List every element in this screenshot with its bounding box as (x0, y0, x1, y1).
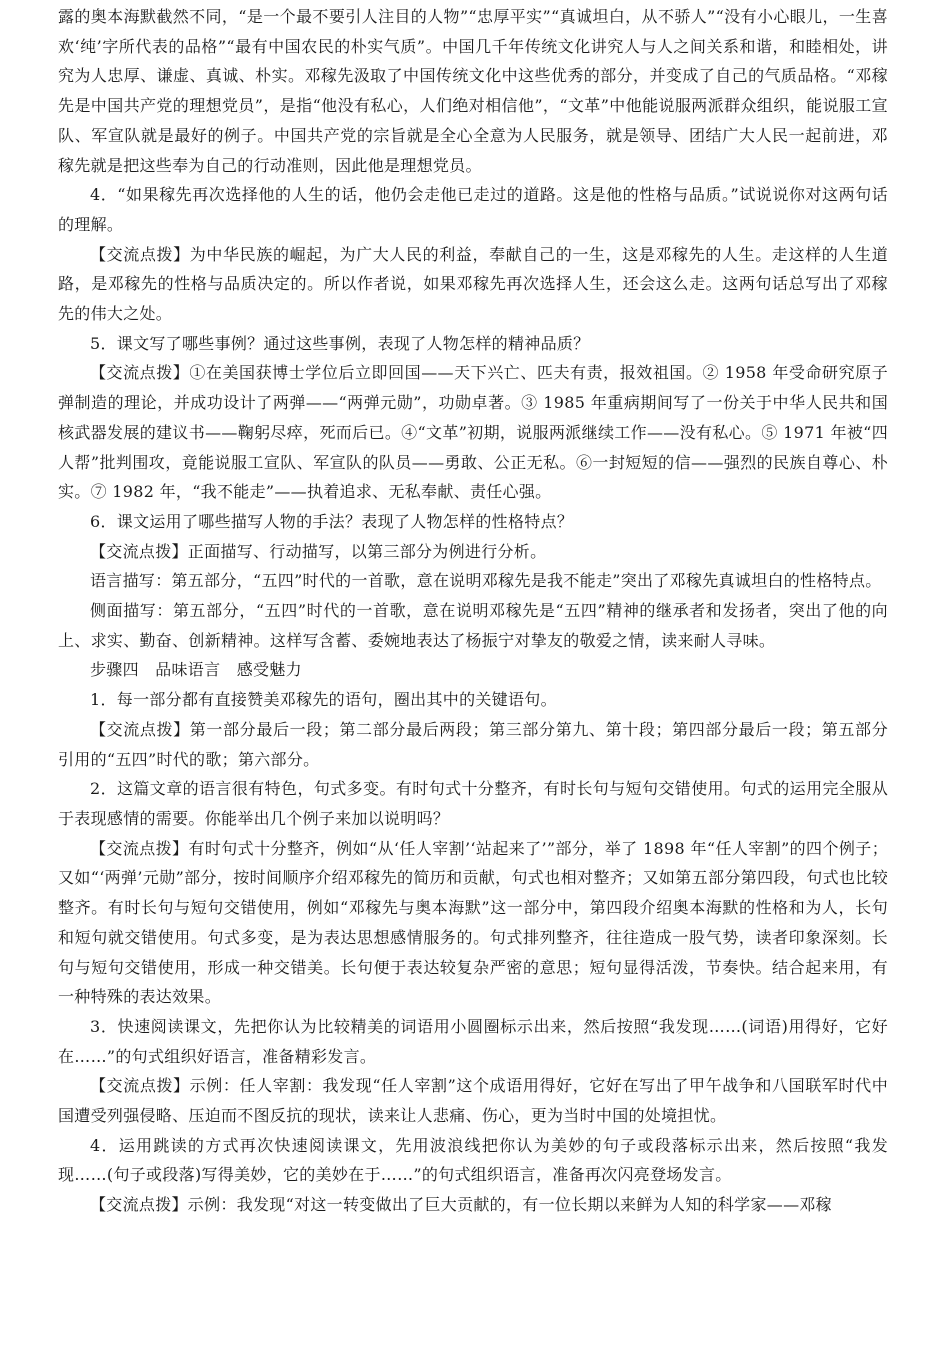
step4-answer-1: 【交流点拨】第一部分最后一段；第二部分最后两段；第三部分第九、第十段；第四部分最后一段；第五部分引用的“五四”时代的歌；第六部分。 (58, 719, 888, 769)
step4-answer-4: 【交流点拨】示例：我发现“对这一转变做出了巨大贡献的，有一位长期以来鲜为人知的科学家——邓稼 (90, 1195, 832, 1215)
answer-5: 【交流点拨】①在美国获博士学位后立即回国——天下兴亡、匹夫有责，报效祖国。② 1958 年受命研究原子弹制造的理论，并成功设计了两弹——“两弹元勋”，功勋卓著。③ 1985 年重病期间写了一份关于中华人民共和国核武器发展的建议书——鞠躬尽瘁，死而后已。④“文革”初期，说服两派继续工作——没有私心。⑤ 1971 年被“四人帮”批判围攻，竟能说服工宣队、军宣队的队员——勇敢、公正无私。⑥一封短短的信——强烈的民族自尊心、朴实。⑦ 1982 年，“我不能走”——执着追求、无私奉献、责任心强。 (58, 363, 888, 502)
step4-question-1: 1．每一部分都有直接赞美邓稼先的语句，圈出其中的关键语句。 (90, 690, 557, 710)
step4-answer-3: 【交流点拨】示例：任人宰割：我发现“任人宰割”这个成语用得好，它好在写出了甲午战争和八国联军时代中国遭受列强侵略、压迫而不图反抗的现状，读来让人悲痛、伤心，更为当时中国的处境担忧。 (58, 1076, 888, 1126)
question-4: 4．“如果稼先再次选择他的人生的话，他仍会走他已走过的道路。这是他的性格与品质。”试说说你对这两句话的理解。 (58, 185, 888, 234)
step4-answer-2: 【交流点拨】有时句式十分整齐，例如“从‘任人宰割’‘站起来了’”部分，举了 1898 年“任人宰割”的四个例子；又如“‘两弹’元勋”部分，按时间顺序介绍邓稼先的简历和贡献，句式也相对整齐；又如第五部分第四段，句式也比较整齐。有时长句与短句交错使用，例如“邓稼先与奥本海默”这一部分中，第四段介绍奥本海默的性格和为人，长句和短句就交错使用。句式多变，是为表达思想感情服务的。句式排列整齐，往往造成一股气势，读者印象深刻。长句与短句交错使用，形成一种交错美。长句便于表达较复杂严密的意思；短句显得活泼，节奏快。结合起来用，有一种特殊的表达效果。 (58, 838, 888, 1007)
answer-6-side: 侧面描写：第五部分，“五四”时代的一首歌，意在说明邓稼先是“五四”精神的继承者和发扬者，突出了他的向上、求实、勤奋、创新精神。这样写含蓄、委婉地表达了杨振宁对挚友的敬爱之情，读来耐人寻味。 (58, 601, 888, 650)
paragraph-continuation: 露的奥本海默截然不同，“是一个最不要引人注目的人物”“忠厚平实”“真诚坦白，从不骄人”“没有小心眼儿，一生喜欢‘纯’字所代表的品格”“最有中国农民的朴实气质”。中国几千年传统文化讲究人与人之间关系和谐，和睦相处，讲究为人忠厚、谦虚、真诚、朴实。邓稼先汲取了中国传统文化中这些优秀的部分，并变成了自己的气质品格。“邓稼先是中国共产党的理想党员”，是指“他没有私心，人们绝对相信他”，“文革”中他能说服两派群众组织，能说服工宣队、军宣队就是最好的例子。中国共产党的宗旨就是全心全意为人民服务，就是领导、团结广大人民一起前进，邓稼先就是把这些奉为自己的行动准则，因此他是理想党员。 (58, 7, 888, 175)
step4-question-3: 3．快速阅读课文，先把你认为比较精美的词语用小圆圈标示出来，然后按照“我发现……(词语)用得好，它好在……”的句式组织好语言，准备精彩发言。 (58, 1016, 888, 1066)
step4-question-4: 4．运用跳读的方式再次快速阅读课文，先用波浪线把你认为美妙的句子或段落标示出来，然后按照“我发现……(句子或段落)写得美妙，它的美妙在于……”的句式组织语言，准备再次闪亮登场发言。 (58, 1135, 888, 1185)
answer-6: 【交流点拨】正面描写、行动描写，以第三部分为例进行分析。 (90, 541, 547, 561)
step4-question-2: 2．这篇文章的语言很有特色，句式多变。有时句式十分整齐，有时长句与短句交错使用。句式的运用完全服从于表现感情的需要。你能举出几个例子来加以说明吗？ (58, 779, 888, 828)
question-6: 6．课文运用了哪些描写人物的手法？表现了人物怎样的性格特点？ (90, 511, 574, 531)
step-4-heading: 步骤四 品味语言 感受魅力 (90, 660, 302, 680)
answer-4: 【交流点拨】为中华民族的崛起，为广大人民的利益，奉献自己的一生，这是邓稼先的人生。走这样的人生道路，是邓稼先的性格与品质决定的。所以作者说，如果邓稼先再次选择人生，还会这么走。这两句话总写出了邓稼先的伟大之处。 (58, 244, 888, 324)
question-5: 5．课文写了哪些事例？通过这些事例，表现了人物怎样的精神品质？ (90, 333, 590, 353)
answer-6-language: 语言描写：第五部分，“五四”时代的一首歌，意在说明邓稼先是我不能走”突出了邓稼先真诚坦白的性格特点。 (90, 571, 882, 591)
